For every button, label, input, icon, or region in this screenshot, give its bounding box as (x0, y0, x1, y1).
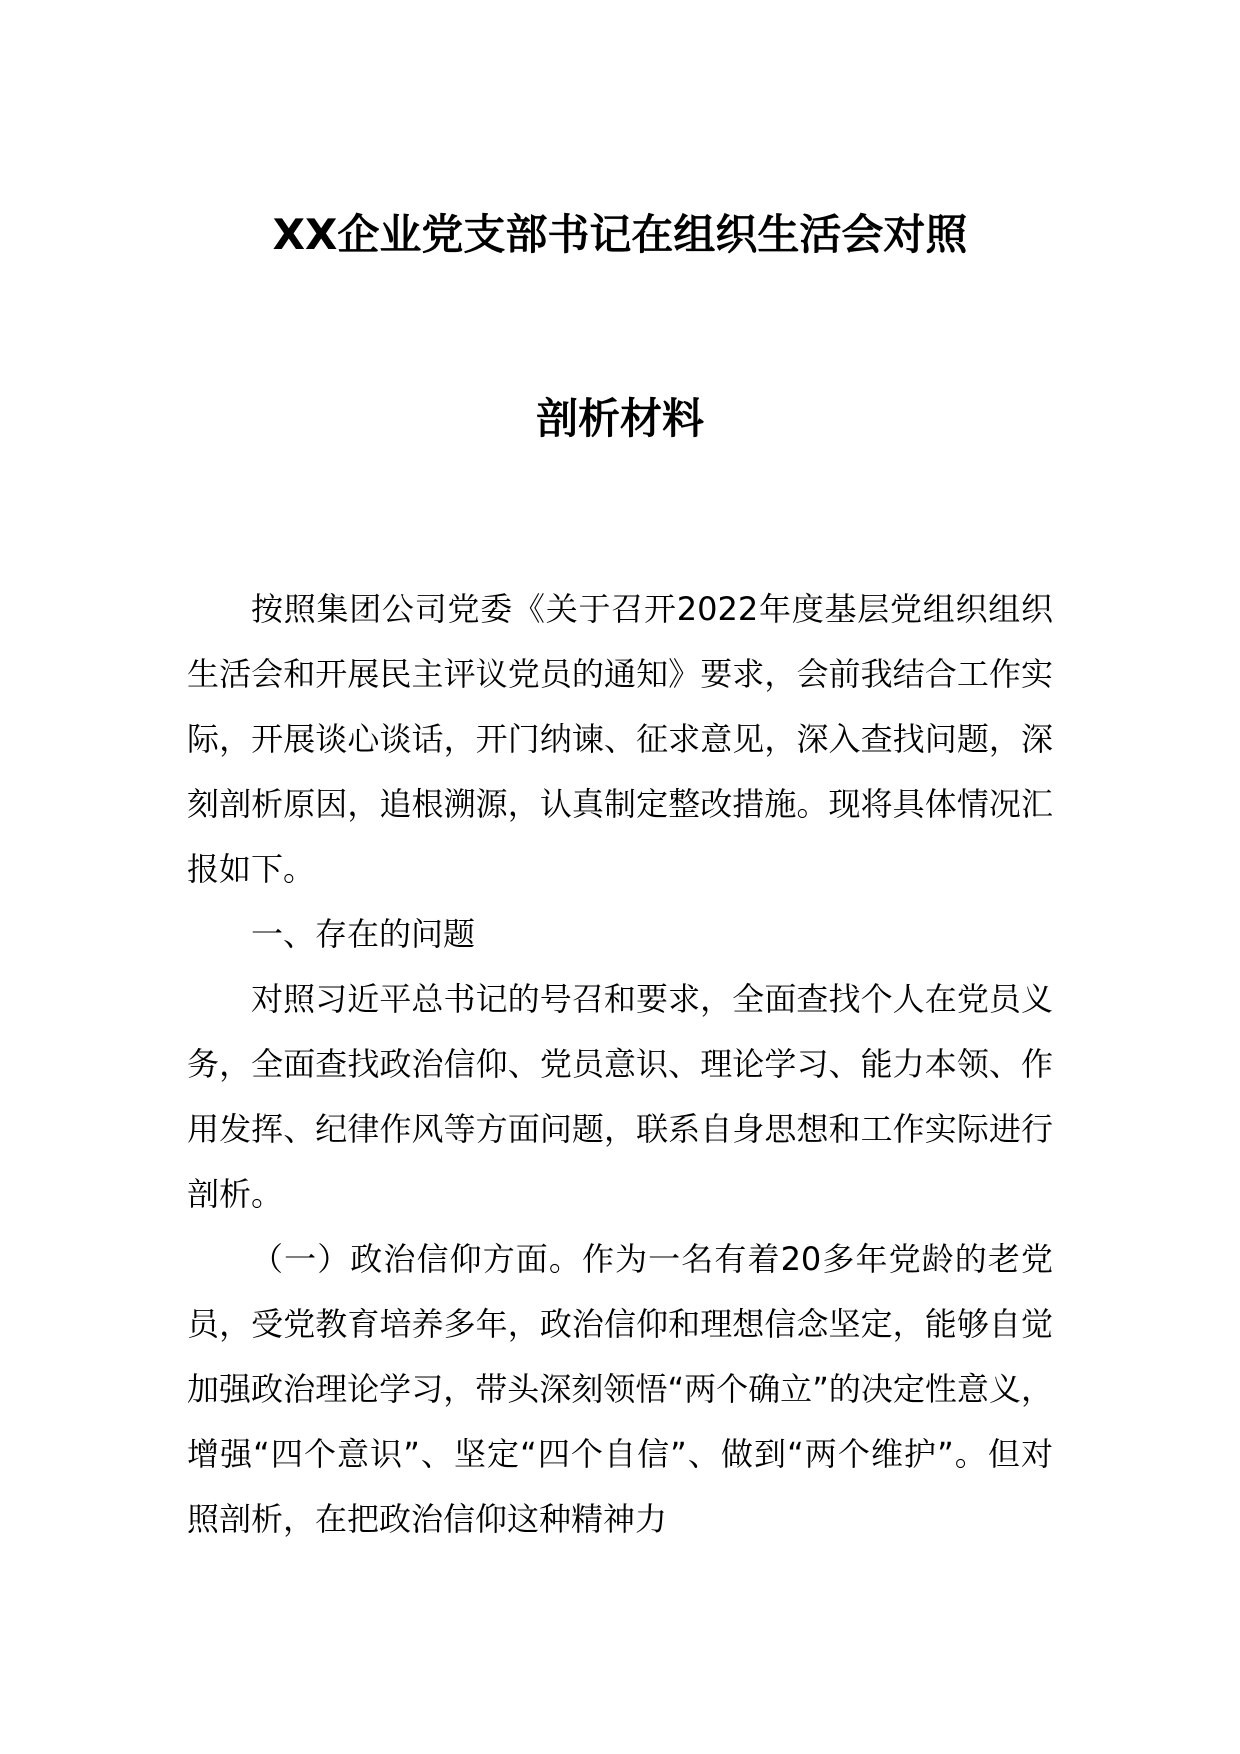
intro-paragraph: 按照集团公司党委《关于召开2022年度基层党组织组织生活会和开展民主评议党员的通知》要求，会前我结合工作实际，开展谈心谈话，开门纳谏、征求意见，深入查找问题，深刻剖析原因，追根溯源，认真制定整改措施。现将具体情况汇报如下。 (187, 590, 1053, 888)
document-title-line-1: XX企业党支部书记在组织生活会对照 (272, 210, 968, 259)
subsection-paragraph: （一）政治信仰方面。作为一名有着20多年党龄的老党员，受党教育培养多年，政治信仰和理想信念坚定，能够自觉加强政治理论学习，带头深刻领悟“两个确立”的决定性意义，增强“四个意识”、坚定“四个自信”、做到“两个维护”。但对照剖析，在把政治信仰这种精神力 (187, 1240, 1053, 1538)
section-heading: 一、存在的问题 (251, 915, 476, 953)
document-title-line-2: 剖析材料 (535, 394, 704, 443)
section-intro-paragraph: 对照习近平总书记的号召和要求，全面查找个人在党员义务，全面查找政治信仰、党员意识、理论学习、能力本领、作用发挥、纪律作风等方面问题，联系自身思想和工作实际进行剖析。 (187, 980, 1053, 1213)
document-body (187, 577, 1053, 1552)
